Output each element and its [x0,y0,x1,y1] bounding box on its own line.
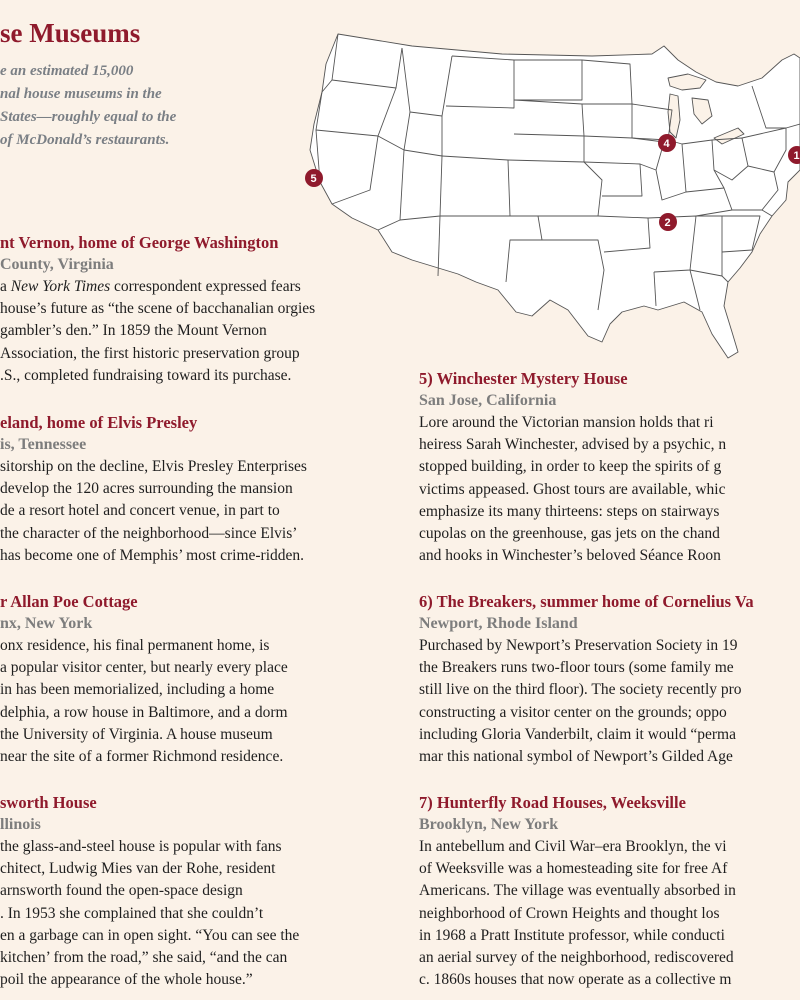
entry-breakers [419,591,800,768]
body-line: a New York Times correspondent expressed fears [0,278,301,295]
body-line: in 1968 a Pratt Institute professor, while conducti [419,926,725,944]
body-line: stopped building, in order to keep the spirits of g [419,458,722,476]
map-marker-5 [305,169,323,187]
entry-body [419,635,800,768]
body-line: gambler’s den.” In 1859 the Mount Vernon [0,322,267,340]
body-line: the University of Virginia. A house museum [0,725,273,743]
body-line: the character of the neighborhood—since Elvis’ [0,524,298,542]
body-line: the glass-and-steel house is popular with fans [0,838,282,855]
entry-body [0,635,385,768]
body-line: kitchen’ from the road,” she said, “and the can [0,949,288,967]
body-line: a popular visitor center, but nearly every place [0,659,288,677]
body-line: neighborhood of Crown Heights and thought los [419,904,720,922]
body-line: develop the 120 acres surrounding the mansion [0,480,293,498]
body-line: . In 1953 she complained that she couldn’t [0,904,264,922]
body-line: of Weeksville was a homesteading site for free Af [419,860,728,878]
body-line: .S., completed fundraising toward its purchase. [0,366,292,384]
body-line: poil the appearance of the whole house.” [0,971,253,989]
entry-location: Brooklyn, New York [419,816,559,833]
body-line: Association, the first historic preservation group [0,344,300,362]
entry-location: San Jose, California [419,392,557,409]
entry-winchester [419,368,800,567]
body-line: an aerial survey of the neighborhood, rediscovered [419,949,734,967]
body-line: In antebellum and Civil War–era Brooklyn, the vi [419,838,727,855]
entry-farnsworth [0,792,385,991]
body-line: Americans. The village was eventually absorbed in [419,882,736,900]
intro-text [0,60,215,152]
entry-graceland [0,412,385,567]
entry-heading: sworth House [0,793,97,812]
body-line: c. 1860s houses that now operate as a collective m [419,971,732,989]
entry-location: Newport, Rhode Island [419,615,578,632]
entry-heading: r Allan Poe Cottage [0,592,138,611]
entry-heading: nt Vernon, home of George Washington [0,233,279,252]
entry-heading: eland, home of Elvis Presley [0,413,198,432]
intro-line: States—roughly equal to the [0,109,177,125]
entry-heading: 6) The Breakers, summer home of Cornelius Va [419,592,754,611]
page-title: se Museums [0,18,141,48]
entry-poe-cottage [0,591,385,768]
body-line: heiress Sarah Winchester, advised by a psychic, n [419,436,727,454]
map-marker-label: 1 [793,150,800,162]
intro-line: e an estimated 15,000 [0,63,134,79]
entry-heading: 5) Winchester Mystery House [419,369,628,388]
map-marker-label: 2 [664,217,671,229]
entry-location: nx, New York [0,615,93,632]
map-marker-label: 4 [663,138,670,150]
entry-body [419,412,800,567]
body-line: arnsworth found the open-space design [0,882,243,900]
body-line: Purchased by Newport’s Preservation Society in 19 [419,637,738,654]
body-line: victims appeased. Ghost tours are available, whic [419,480,726,498]
map-marker-2 [659,213,677,231]
intro-line: nal house museums in the [0,86,162,102]
body-line: chitect, Ludwig Mies van der Rohe, resident [0,860,276,878]
body-line: onx residence, his final permanent home, is [0,637,270,654]
entry-body [0,456,385,567]
body-line: sitorship on the decline, Elvis Presley Enterprises [0,458,307,475]
map-marker-label: 5 [310,173,317,185]
body-line: mar this national symbol of Newport’s Gilded Age [419,748,733,766]
body-line: cupolas on the greenhouse, gas jets on the chand [419,525,720,543]
entry-location: is, Tennessee [0,436,87,453]
body-line: still live on the third floor). The society recently pro [419,681,742,699]
entry-hunterfly [419,792,800,991]
body-line: constructing a visitor center on the grounds; oppo [419,703,727,721]
body-line: the Breakers runs two-floor tours (some family me [419,659,734,677]
entry-body [0,836,385,991]
body-line: in has been memorialized, including a home [0,681,275,699]
entry-body [0,276,385,387]
entry-mount-vernon [0,232,385,387]
body-line: en a garbage can in open sight. “You can see the [0,926,300,944]
entry-heading: 7) Hunterfly Road Houses, Weeksville [419,793,686,812]
body-line: Lore around the Victorian mansion holds that ri [419,414,714,431]
body-line: de a resort hotel and concert venue, in part to [0,502,280,520]
entry-location: llinois [0,816,41,833]
body-line: house’s future as “the scene of bacchanalian orgies [0,300,316,318]
body-line: delphia, a row house in Baltimore, and a dorm [0,703,288,721]
entry-location: County, Virginia [0,256,114,273]
body-line: has become one of Memphis’ most crime-ridden. [0,546,305,564]
body-line: and hooks in Winchester’s beloved Séance Roon [419,547,721,565]
intro-line: of McDonald’s restaurants. [0,132,170,148]
body-line: near the site of a former Richmond residence. [0,748,284,766]
body-line: emphasize its many thirteens: steps on stairways [419,502,720,520]
map-marker-4 [658,134,676,152]
entry-body [419,836,800,991]
body-line: including Gloria Vanderbilt, claim it would “perma [419,725,736,743]
